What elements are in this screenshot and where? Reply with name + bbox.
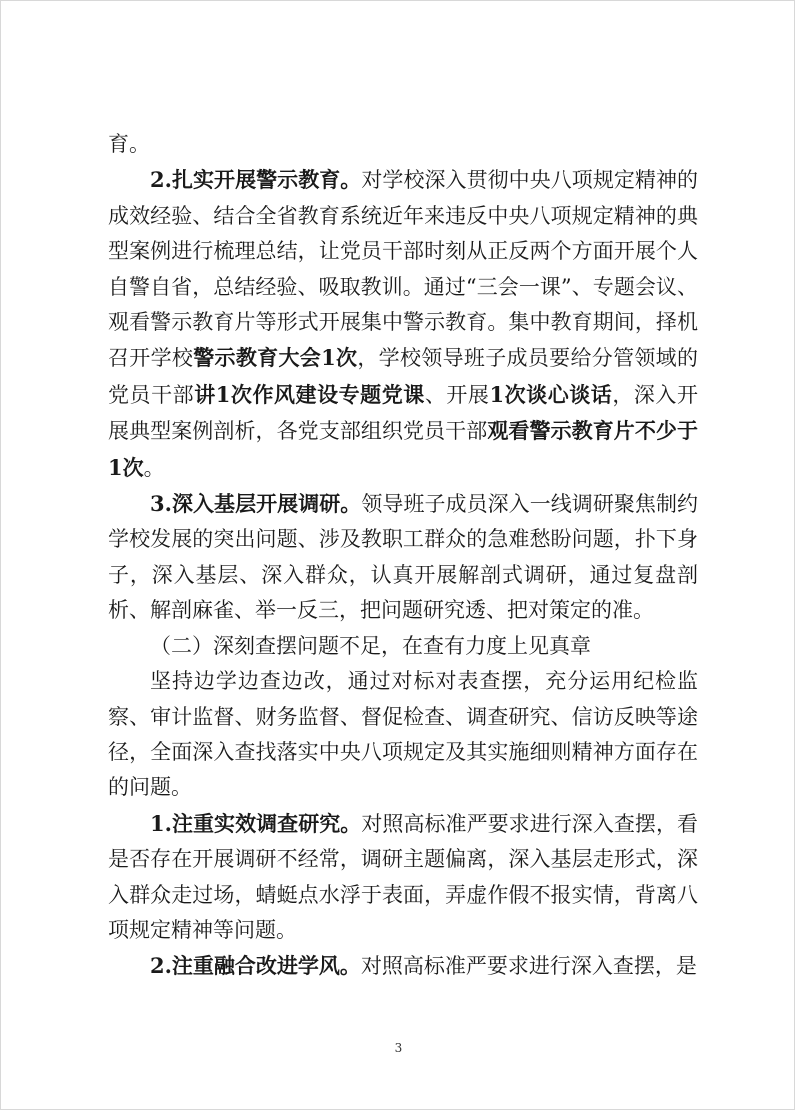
paragraph-text: 领导班子成员深入一线调研聚焦制约学校发展的突出问题、涉及教职工群众的急难愁盼问题，扑下身子，深入基层、深入群众，认真开展解剖式调研，通过复盘剖析、解剖麻雀、举一反三，把问题研究透、把对策定的准。 [108,492,698,623]
paragraph-text: 。 [143,455,165,480]
paragraph-text: 对照高标准严要求进行深入查摆，是 [360,954,697,979]
paragraph-text: 对学校深入贯彻中央八项规定精神的成效经验、结合全省教育系统近年来违反中央八项规定精神的典型案例进行梳理总结，让党员干部时刻从正反两个方面开展个人自警自省，总结经验、吸取教训。通过“三会一课”、专题会议、观看警示教育片等形式开展集中警示教育。集中教育期间，择机召开学校 [108,168,698,371]
paragraph-text: 育。 [108,132,150,156]
paragraph-warning-education [108,162,698,486]
paragraph-text: ，深入开展典型案例剖析，各党支部组织党员干部 [108,382,698,444]
item-title: 1.注重实效调查研究。 [150,810,362,836]
paragraph-grassroots-research [108,486,698,629]
section-heading [108,629,698,664]
paragraph-text: 对照高标准严要求进行深入查摆，看是否存在开展调研不经常，调研主题偏离，深入基层走形式，深入群众走过场，蜻蜓点水浮于表面，弄虚作假不报实情，背离八项规定精神等问题。 [108,811,698,942]
item-title: 3.深入基层开展调研。 [150,491,362,517]
item-title: 2.扎实开展警示教育。 [150,167,362,193]
paragraph-continuation [108,127,698,162]
paragraph-check-problems [108,664,698,806]
paragraph-text: 、开展 [424,382,490,407]
section-heading-text: （二）深刻查摆问题不足，在查有力度上见真章 [150,633,591,658]
page-number: 3 [394,1041,403,1055]
item-title: 2.注重融合改进学风。 [150,953,361,979]
emphasis-text: 观看警示教育片不少于1次 [108,418,699,480]
paragraph-text: 坚持边学边查边改，通过对标对表查摆，充分运用纪检监察、审计监督、财务监督、督促检查、调查研究、信访反映等途径，全面深入查找落实中央八项规定及其实施细则精神方面存在的问题。 [108,669,698,800]
paragraph-study-style [108,948,698,984]
document-body [108,127,698,985]
paragraph-text: ，学校领导班子成员要给分管领域的党员干部 [108,346,698,407]
emphasis-text: 1次谈心谈话 [489,381,613,407]
emphasis-text: 讲1次作风建设专题党课 [194,381,425,407]
paragraph-investigation [108,806,698,949]
emphasis-text: 警示教育大会1次 [193,345,358,371]
